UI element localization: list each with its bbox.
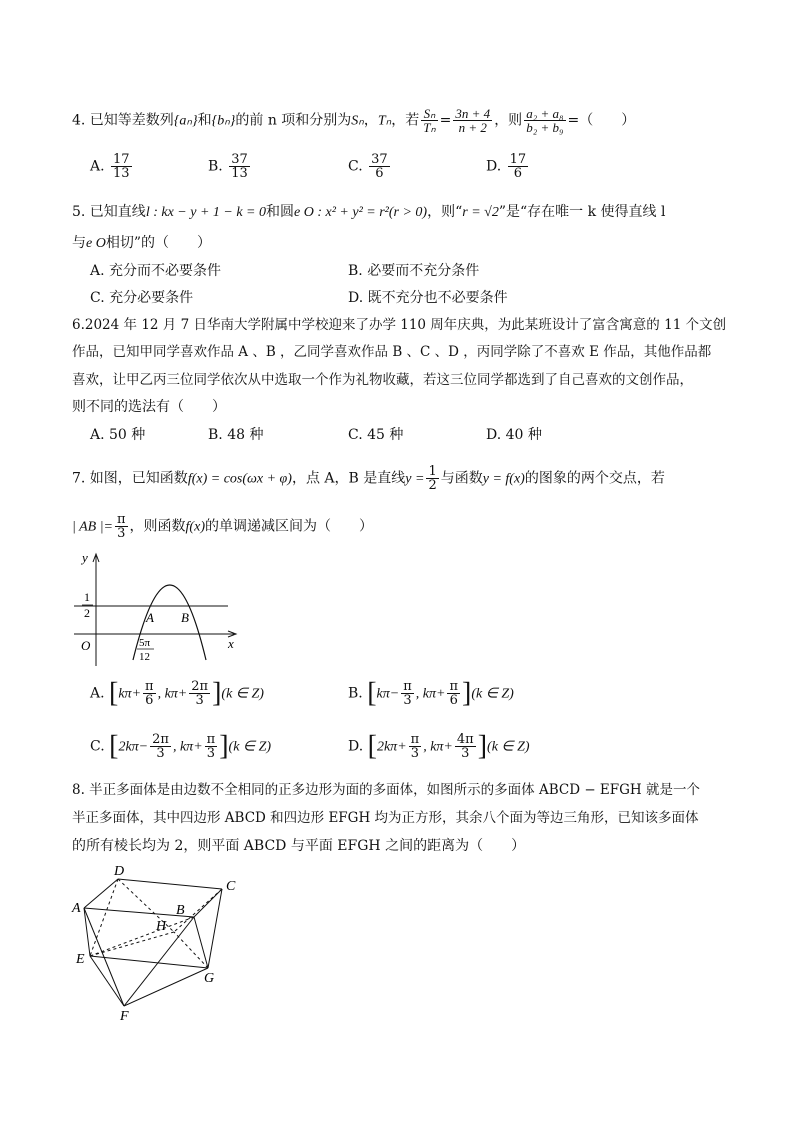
option-label: C.: [348, 158, 363, 175]
interval-frac-a: [150, 733, 171, 760]
q5-pre2: 与: [72, 235, 86, 251]
vertex-c-label: C: [226, 879, 236, 894]
q4-option-c[interactable]: [348, 153, 392, 180]
tick-num: 5π: [139, 637, 151, 649]
q4-query-den: b₂ + b₉: [526, 120, 564, 135]
option-label: D.: [348, 738, 364, 755]
option-text: 必要而不充分条件: [367, 263, 480, 279]
q4-ratio-num: Sₙ: [421, 107, 437, 121]
interval-left: 2kπ+: [376, 739, 407, 755]
option-label: C.: [90, 738, 105, 755]
q5-option-c[interactable]: [90, 288, 193, 308]
bracket-close: ]: [212, 677, 222, 709]
q4-option-d[interactable]: [486, 153, 530, 180]
option-text: 充分而不必要条件: [109, 263, 222, 279]
q5-option-d[interactable]: [348, 288, 508, 308]
q5-pre: 5. 已知直线: [72, 204, 146, 220]
q7-mid2: 与函数: [440, 470, 483, 487]
option-fraction: [369, 153, 390, 180]
q8-line1: 8. 半正多面体是由边数不全相同的正多边形为面的多面体，如图所示的多面体 ABCD − EFGH 就是一个: [72, 782, 700, 798]
q7-yf: y = f(x): [482, 471, 525, 487]
option-label: B.: [348, 685, 363, 702]
interval-left: kπ−: [376, 686, 400, 702]
q7-option-b[interactable]: [348, 677, 514, 709]
option-label: C.: [90, 290, 105, 306]
option-label: A.: [90, 263, 105, 279]
interval-sep: , kπ+: [415, 686, 446, 702]
option-label: A.: [90, 158, 105, 175]
interval-sep: , kπ+: [157, 686, 188, 702]
q8-line3: 的所有棱长均为 2，则平面 ABCD 与平面 EFGH 之间的距离为（ ）: [72, 838, 526, 854]
q4-eq: =: [439, 112, 452, 129]
q4-rhs-num: 3n + 4: [455, 106, 491, 121]
point-b-label: B: [181, 610, 189, 625]
q7-half: [426, 465, 438, 492]
bracket-close: ]: [219, 730, 229, 762]
vertex-d-label: D: [114, 864, 125, 879]
frac-num: π: [449, 679, 458, 694]
q5-option-b[interactable]: [348, 261, 479, 281]
q4-option-a[interactable]: [90, 153, 134, 180]
frac-num: 2π: [152, 732, 169, 747]
q4-seq-b: {bₙ}: [211, 113, 236, 129]
y-label: y: [82, 550, 88, 565]
edge-DC: [118, 879, 222, 889]
frac-num: π: [403, 679, 412, 694]
option-fraction: [229, 153, 250, 180]
q6-line1: 6.2024 年 12 月 7 日华南大学附属中学校迎来了办学 110 周年庆典，为此某班设计了富含寓意的 11 个文创: [72, 317, 727, 333]
q7-line1: [72, 465, 665, 492]
q4-tail: =（ ）: [567, 112, 636, 129]
vertex-g-label: G: [204, 971, 215, 986]
q4-pre: 4. 已知等差数列: [72, 112, 174, 129]
frac-den: 3: [156, 746, 165, 761]
bracket-close: ]: [462, 677, 472, 709]
q8-polyhedron: [70, 862, 250, 1022]
option-fraction: [508, 153, 529, 180]
bracket-close: ]: [477, 730, 488, 762]
q4-ratio: [421, 107, 437, 134]
q6-option-d[interactable]: [486, 425, 542, 445]
q5-circle-eq: e O : x² + y² = r²(r > 0): [294, 205, 428, 220]
q7-ab: | AB |=: [72, 519, 113, 535]
q5-cond: r = √2: [462, 205, 499, 220]
option-text: 45 种: [367, 427, 404, 443]
option-text: 48 种: [227, 427, 264, 443]
interval-frac-a: [401, 680, 414, 707]
frac-num: π: [206, 732, 216, 747]
q4-S: Sₙ: [351, 113, 364, 129]
interval-sep: , kπ+: [423, 739, 453, 755]
q4-mid1: 和: [197, 112, 212, 129]
option-fraction: [111, 153, 132, 180]
q5-line2: [72, 233, 211, 254]
q6-line3: 喜欢，让甲乙丙三位同学依次从中选取一个作为礼物收藏，若这三位同学都选到了自己喜欢的文创作品，: [72, 372, 693, 388]
frac-num: 2π: [191, 679, 209, 694]
frac-num: 17: [113, 152, 130, 167]
q7-y: y =: [405, 471, 425, 487]
q5-mid2: ，则“: [427, 204, 463, 220]
frac-den: 3: [410, 746, 420, 761]
q4-mid3: ，若: [391, 112, 420, 129]
interval-cond: (k ∈ Z): [228, 739, 272, 755]
frac-num: 37: [231, 152, 248, 167]
x-label: x: [228, 636, 234, 651]
interval-cond: (k ∈ Z): [471, 686, 514, 702]
bracket-open: [: [367, 677, 377, 709]
frac-den: 3: [117, 526, 126, 541]
edge-AD: [84, 879, 118, 908]
frac-den: 13: [113, 166, 130, 181]
q6-option-b[interactable]: [208, 425, 263, 445]
frac-den: 6: [449, 693, 458, 708]
q4-rhs-den: n + 2: [458, 120, 487, 135]
q4-T: Tₙ: [377, 113, 392, 129]
vertex-b-label: B: [176, 903, 185, 918]
frac-num: π: [145, 679, 154, 694]
interval-frac-b: [455, 733, 476, 760]
interval-frac-a: [143, 680, 156, 707]
frac-num: 1: [428, 464, 437, 479]
vertex-e-label: E: [76, 952, 85, 967]
interval-frac-a: [409, 733, 422, 760]
q7-line2: [72, 513, 373, 540]
q6-option-a[interactable]: [90, 425, 145, 445]
q7-tail: 的图象的两个交点，若: [524, 470, 665, 487]
q7-mid: ，点 A，B 是直线: [291, 470, 406, 487]
option-text: 充分必要条件: [109, 290, 194, 306]
edge-FG: [124, 968, 208, 1006]
q7-graph: [72, 548, 242, 673]
q4-comma: ，: [363, 112, 378, 129]
q4-seq-a: {aₙ}: [173, 113, 198, 129]
option-label: B.: [208, 427, 223, 443]
interval-cond: (k ∈ Z): [221, 686, 264, 702]
q4-mid2: 的前 n 项和分别为: [235, 112, 352, 129]
q7-option-d[interactable]: [348, 730, 530, 762]
q4-rhs: [453, 107, 492, 134]
interval-cond: (k ∈ Z): [487, 739, 530, 755]
option-label: A.: [90, 427, 105, 443]
vertex-a-label: A: [72, 901, 81, 916]
edge-BG: [194, 917, 208, 968]
frac-den: 6: [375, 166, 384, 181]
frac-den: 3: [403, 693, 412, 708]
q5-mid: 和圆: [266, 204, 295, 220]
bracket-open: [: [109, 730, 119, 762]
q5-line1: [72, 202, 666, 223]
q6-line2: 作品，已知甲同学喜欢作品 A 、B ，乙同学喜欢作品 B 、C 、D ，丙同学除了不喜欢 E 作品，其他作品都: [72, 344, 712, 360]
q5-line-eq: l : kx − y + 1 − k = 0: [145, 205, 267, 220]
half-num: 1: [84, 590, 90, 604]
q5-tail2: 相切”的（ ）: [105, 235, 211, 251]
q7-pre: 7. 如图，已知函数: [72, 470, 188, 487]
q4-query: [524, 107, 565, 134]
frac-den: 3: [206, 746, 216, 761]
frac-num: 37: [371, 152, 388, 167]
q8-line2: 半正多面体，其中四边形 ABCD 和四边形 EFGH 均为正方形，其余八个面为等边三角形，已知该多面体: [72, 810, 699, 826]
q6-line4: 则不同的选法有（ ）: [72, 399, 226, 415]
half-den: 2: [84, 606, 90, 620]
option-label: D.: [348, 290, 364, 306]
interval-left: kπ+: [118, 686, 142, 702]
q7-mid3: ，则函数: [129, 518, 186, 535]
option-label: A.: [90, 685, 105, 702]
q5-option-a[interactable]: [90, 261, 221, 281]
q4-query-num: a₂ + a₈: [526, 106, 564, 121]
frac-den: 2: [428, 478, 437, 493]
q7-option-a[interactable]: [90, 677, 264, 709]
option-text: 40 种: [505, 427, 542, 443]
q4-ratio-den: Tₙ: [423, 120, 436, 135]
vertex-f-label: F: [120, 1009, 129, 1024]
interval-sep: , kπ+: [172, 739, 203, 755]
q7-f: f(x): [185, 519, 205, 535]
frac-num: π: [410, 732, 420, 747]
frac-den: 3: [461, 746, 470, 761]
frac-den: 6: [513, 166, 523, 181]
tick-den: 12: [139, 651, 150, 663]
q7-tail2: 的单调递减区间为（ ）: [204, 518, 373, 535]
interval-frac-b: [205, 733, 218, 760]
q5-circle: e O: [86, 236, 106, 251]
option-label: B.: [208, 158, 223, 175]
q4-stem: [72, 107, 635, 134]
q7-pi3: [115, 513, 128, 540]
q4-mid4: ，则: [494, 112, 523, 129]
option-text: 既不充分也不必要条件: [367, 290, 508, 306]
q5-tail: ”是“存在唯一 k 使得直线 l: [498, 204, 666, 220]
interval-left: 2kπ−: [118, 739, 149, 755]
frac-num: 4π: [456, 732, 474, 747]
frac-den: 3: [195, 693, 204, 708]
option-text: 50 种: [109, 427, 146, 443]
frac-den: 13: [231, 166, 248, 181]
q7-option-c[interactable]: [90, 730, 272, 762]
frac-num: 17: [509, 152, 527, 167]
frac-num: π: [117, 512, 126, 527]
q6-option-c[interactable]: [348, 425, 403, 445]
option-label: D.: [486, 427, 502, 443]
interval-frac-b: [189, 680, 210, 707]
bracket-open: [: [367, 730, 377, 762]
vertex-h-label: H: [156, 919, 167, 934]
q4-option-b[interactable]: [208, 153, 252, 180]
option-label: B.: [348, 263, 363, 279]
q7-func: f(x) = cos(ωx + φ): [187, 471, 292, 487]
option-label: D.: [486, 158, 502, 175]
origin-label: O: [81, 638, 91, 653]
interval-frac-b: [447, 680, 460, 707]
point-a-label: A: [146, 610, 154, 625]
frac-den: 6: [145, 693, 154, 708]
bracket-open: [: [109, 677, 119, 709]
option-label: C.: [348, 427, 363, 443]
